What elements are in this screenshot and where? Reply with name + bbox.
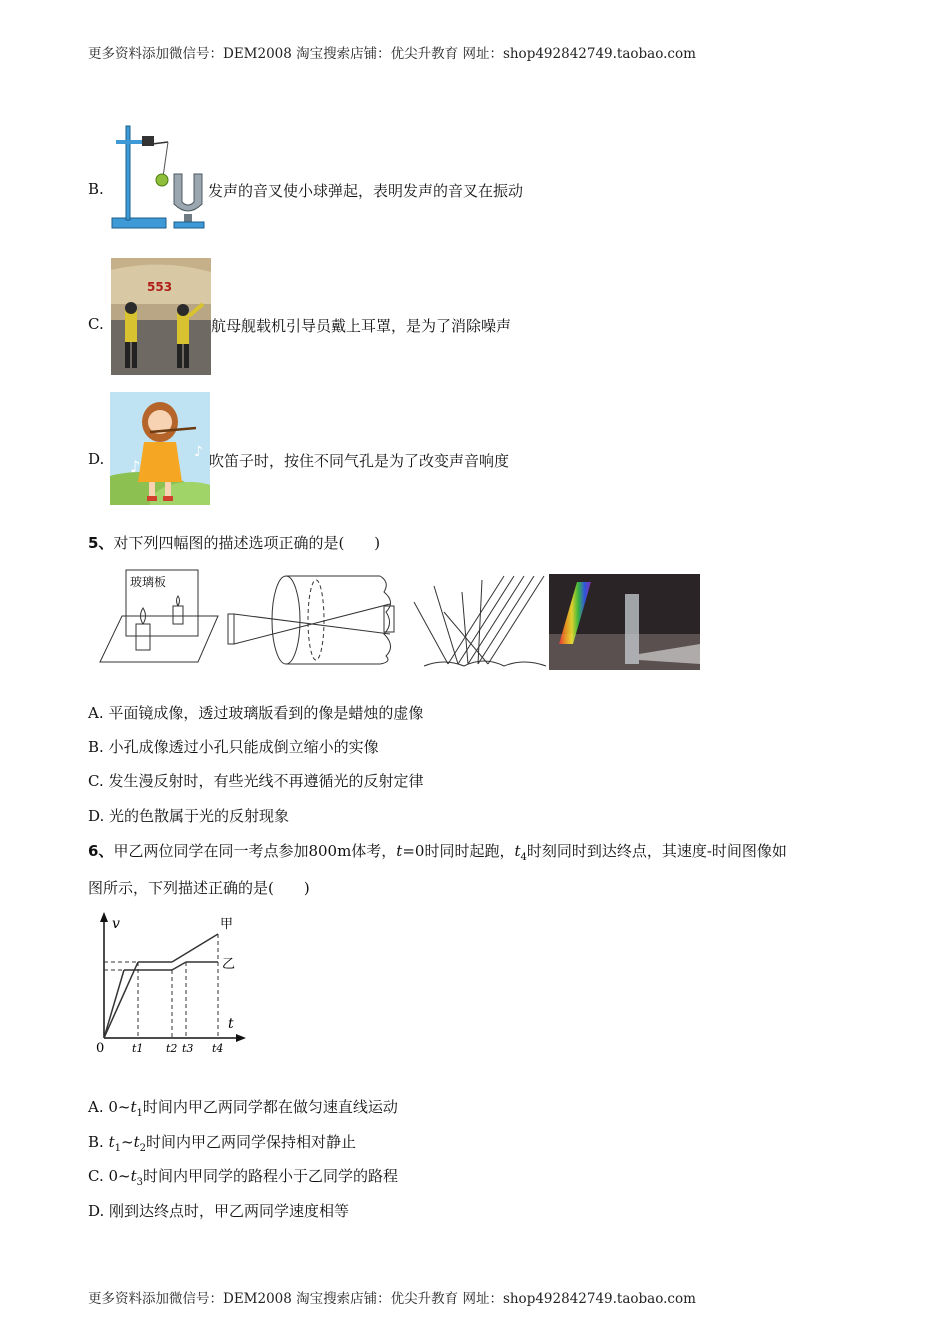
- glass-plate-label: 玻璃板: [130, 575, 167, 589]
- pinhole-camera-figure: [224, 572, 404, 672]
- tick-t3: t3: [182, 1042, 194, 1055]
- q4-option-b-text: 发声的音叉使小球弹起，表明发声的音叉在振动: [208, 182, 524, 200]
- page-header: 更多资料添加微信号：DEM2008 淘宝搜索店铺：优尖升教育 网址：shop492842749.taobao.com: [88, 46, 696, 62]
- v-axis-arrow: [100, 912, 108, 922]
- option-text: 小孔成像透过小孔只能成倒立缩小的实像: [108, 738, 379, 756]
- var-t: t: [108, 1133, 115, 1151]
- series-yi-1: [104, 970, 124, 1038]
- q6-stem-line1: [88, 840, 787, 863]
- series-jia-1: [104, 962, 138, 1038]
- option-label: C.: [88, 1167, 104, 1185]
- series-yi-label: 乙: [222, 957, 236, 972]
- q6-option-d[interactable]: [88, 1200, 349, 1221]
- question-number: 5、: [88, 534, 114, 552]
- t-axis-label: t: [228, 1016, 234, 1032]
- q6-stem-line2: 图所示，下列描述正确的是( ): [88, 879, 310, 897]
- option-part: 0~: [108, 1098, 131, 1116]
- option-label: C.: [88, 315, 104, 333]
- stem-part: 时刻同时到达终点，其速度-时间图像如: [526, 842, 787, 860]
- q4-option-d[interactable]: [88, 450, 104, 468]
- page-footer: 更多资料添加微信号：DEM2008 淘宝搜索店铺：优尖升教育 网址：shop492842749.taobao.com: [88, 1291, 696, 1307]
- q4-option-c-text: 航母舰载机引导员戴上耳罩，是为了消除噪声: [211, 317, 512, 335]
- var-t: t: [130, 1167, 137, 1185]
- tuning-fork-figure: [108, 122, 208, 237]
- option-label: B.: [88, 738, 104, 756]
- plane-number: 553: [147, 280, 173, 294]
- series-jia-3: [172, 934, 218, 962]
- q5-option-d[interactable]: [88, 805, 289, 826]
- origin-label: 0: [96, 1041, 105, 1056]
- stem-part: 甲乙两位同学在同一考点参加800m体考，: [113, 842, 397, 860]
- diffuse-reflection-figure: [404, 572, 548, 672]
- t-axis-arrow: [236, 1034, 246, 1042]
- plane-mirror-figure: [98, 566, 220, 664]
- option-part: 时间内甲乙两同学都在做匀速直线运动: [142, 1098, 398, 1116]
- tick-t1: t1: [132, 1042, 144, 1055]
- q4-option-b[interactable]: [88, 180, 104, 198]
- var-t: t: [514, 842, 521, 860]
- q5-option-c[interactable]: [88, 770, 424, 791]
- var-t: t: [396, 842, 403, 860]
- subscript: 1: [136, 1108, 143, 1119]
- option-label: B.: [88, 1133, 104, 1151]
- option-part: 时间内甲同学的路程小于乙同学的路程: [143, 1167, 399, 1185]
- tick-t4: t4: [212, 1042, 224, 1055]
- carrier-crew-photo: [111, 258, 211, 375]
- subscript: 3: [136, 1177, 144, 1188]
- subscript: 4: [520, 852, 527, 863]
- question-text: 对下列四幅图的描述选项正确的是( ): [113, 534, 381, 552]
- option-label: B.: [88, 180, 104, 198]
- series-jia-label: 甲: [220, 917, 234, 932]
- option-label: A.: [88, 704, 104, 722]
- option-text: 发生漫反射时，有些光线不再遵循光的反射定律: [108, 772, 424, 790]
- q6-option-a[interactable]: [88, 1096, 398, 1119]
- svg-text:♪: ♪: [130, 457, 141, 476]
- q6-option-c[interactable]: [88, 1165, 398, 1188]
- subscript: 2: [139, 1143, 146, 1154]
- option-text: 刚到达终点时，甲乙两同学速度相等: [109, 1202, 350, 1220]
- option-label: D.: [88, 1202, 105, 1220]
- option-label: C.: [88, 772, 104, 790]
- velocity-time-graph: [92, 910, 252, 1058]
- stem-part: =0时同时起跑，: [402, 842, 515, 860]
- option-text: 平面镜成像，透过玻璃版看到的像是蜡烛的虚像: [108, 704, 424, 722]
- q4-option-c[interactable]: [88, 315, 104, 333]
- option-part: 0~: [108, 1167, 131, 1185]
- v-axis-label: v: [112, 916, 120, 932]
- option-label: D.: [88, 450, 105, 468]
- q5-stem: [88, 532, 380, 553]
- option-text: 光的色散属于光的反射现象: [109, 807, 290, 825]
- prism-dispersion-photo: [549, 574, 700, 670]
- question-number: 6、: [88, 842, 114, 860]
- var-t: t: [133, 1133, 140, 1151]
- q5-option-b[interactable]: [88, 736, 379, 757]
- var-t: t: [130, 1098, 137, 1116]
- option-part: ~: [120, 1133, 134, 1151]
- flute-girl-illustration: [110, 392, 210, 505]
- q5-option-a[interactable]: [88, 702, 423, 723]
- series-yi-3: [172, 962, 186, 970]
- q6-option-b[interactable]: [88, 1131, 356, 1154]
- option-label: D.: [88, 807, 105, 825]
- option-label: A.: [88, 1098, 104, 1116]
- subscript: 1: [114, 1143, 121, 1154]
- svg-text:♪: ♪: [194, 444, 203, 460]
- q4-option-d-text: 吹笛子时，按住不同气孔是为了改变声音响度: [209, 452, 510, 470]
- option-part: 时间内甲乙两同学保持相对静止: [145, 1133, 356, 1151]
- tick-t2: t2: [166, 1042, 178, 1055]
